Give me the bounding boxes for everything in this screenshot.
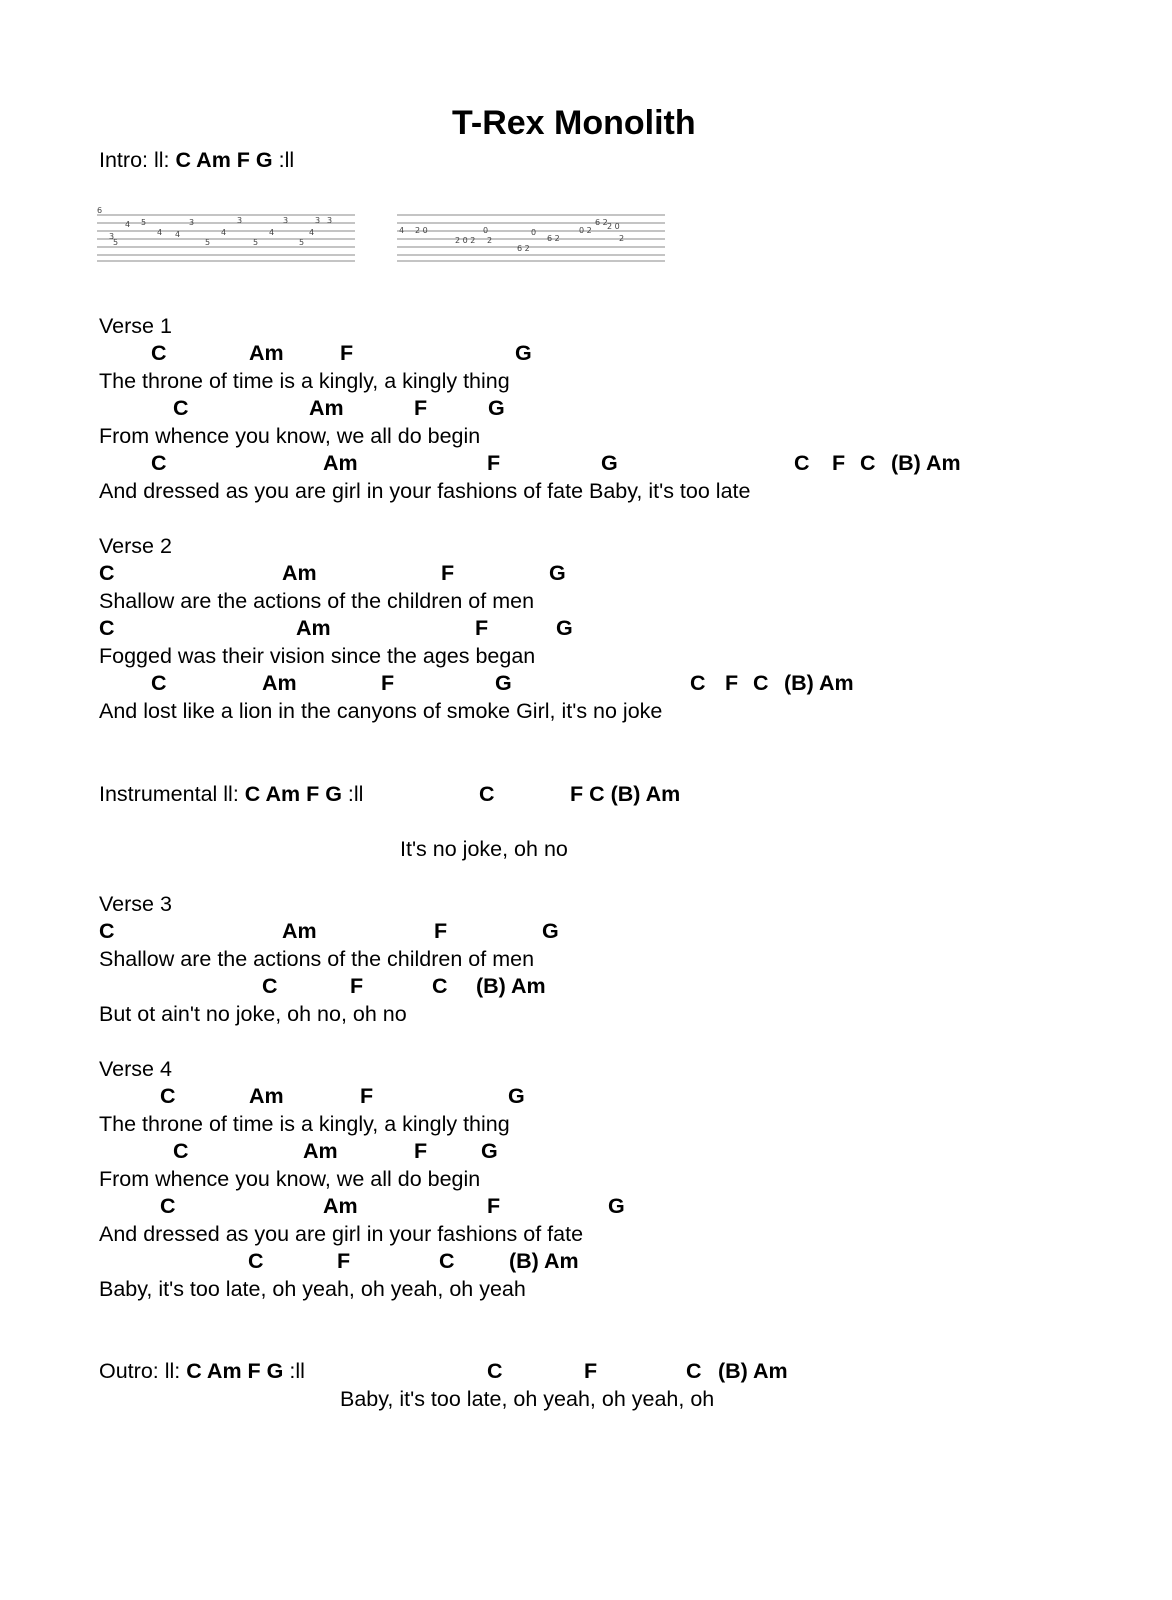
chord: C xyxy=(439,1249,455,1273)
chord: C xyxy=(686,1359,702,1383)
lyric-line: But ot ain't no joke, oh no, oh no xyxy=(99,1002,407,1026)
song-title: T-Rex Monolith xyxy=(452,104,696,142)
outro-label: Outro: xyxy=(99,1359,165,1383)
repeat-open: ll: xyxy=(164,1359,187,1383)
chord: F xyxy=(337,1249,351,1273)
tab-digit: 0 2 xyxy=(579,226,592,235)
chord: C xyxy=(753,671,769,695)
chord: C xyxy=(160,1194,176,1218)
chord: F C xyxy=(570,782,611,806)
intro-chords: C Am F G xyxy=(175,148,273,172)
tab-digit: 4 xyxy=(125,220,131,229)
chord: C xyxy=(860,451,876,475)
chord: Am xyxy=(262,671,297,695)
chord: C xyxy=(487,1359,503,1383)
chord: G xyxy=(556,616,573,640)
tab-staff-left xyxy=(97,205,357,267)
chord: G xyxy=(515,341,532,365)
lyric-line: From whence you know, we all do begin xyxy=(99,1167,481,1191)
tab-digit: 4 xyxy=(269,228,275,237)
repeat-close: :ll xyxy=(341,782,364,806)
instrumental-label: Instrumental xyxy=(99,782,224,806)
chord: (B) Am xyxy=(610,782,681,806)
chord: C xyxy=(432,974,448,998)
tab-digit: 5 xyxy=(205,238,211,247)
tab-digit: 0 xyxy=(531,228,537,237)
chord-group xyxy=(570,784,680,806)
tab-staff-right xyxy=(397,205,667,267)
verse-2-label: Verse 2 xyxy=(99,534,172,558)
tab-digit: 4 xyxy=(221,228,227,237)
chord: F xyxy=(414,1139,428,1163)
chord: F xyxy=(434,919,448,943)
tab-digit: 4 xyxy=(399,226,405,235)
chord: Am xyxy=(282,919,317,943)
chord: G xyxy=(508,1084,525,1108)
tab-digit: 3 xyxy=(283,216,289,225)
lyric-line: Fogged was their vision since the ages began xyxy=(99,644,536,668)
chord: F xyxy=(725,671,739,695)
verse-3-label: Verse 3 xyxy=(99,892,172,916)
chord: Am xyxy=(309,396,344,420)
chord: C xyxy=(173,396,189,420)
verse-4-label: Verse 4 xyxy=(99,1057,172,1081)
chord: G xyxy=(488,396,505,420)
tab-digit: 5 xyxy=(253,238,259,247)
tab-digit: 2 xyxy=(619,234,625,243)
tab-digit: 4 xyxy=(309,228,315,237)
chord: G xyxy=(481,1139,498,1163)
tab-digit: 2 xyxy=(487,236,493,245)
tab-digit: 3 xyxy=(109,232,115,241)
lyric-line: From whence you know, we all do begin xyxy=(99,424,481,448)
intro-label: Intro: xyxy=(99,148,154,172)
lyric-line: The throne of time is a kingly, a kingly thing xyxy=(99,1112,510,1136)
chord: F xyxy=(487,451,501,475)
lyric-line: The throne of time is a kingly, a kingly thing xyxy=(99,369,510,393)
tab-digit: 3 xyxy=(189,218,195,227)
chord: (B) Am xyxy=(891,451,961,475)
chord: Am xyxy=(323,451,358,475)
chord: (B) Am xyxy=(784,671,854,695)
chord: C xyxy=(479,782,495,806)
chord: F xyxy=(584,1359,598,1383)
instrumental-line xyxy=(99,784,363,806)
chord: F xyxy=(475,616,489,640)
chord: Am xyxy=(249,341,284,365)
verse-1-label: Verse 1 xyxy=(99,314,172,338)
repeat-open: ll: xyxy=(223,782,245,806)
chord: Am xyxy=(303,1139,338,1163)
tab-digit: 2 0 xyxy=(607,222,620,231)
lyric-line: And lost like a lion in the canyons of smoke Girl, it's no joke xyxy=(99,699,663,723)
lyric-line: Baby, it's too late, oh yeah, oh yeah, oh yeah xyxy=(99,1277,526,1301)
chord: C xyxy=(262,974,278,998)
chord: F xyxy=(441,561,455,585)
tab-digit: 3 xyxy=(315,216,321,225)
outro-chords: C Am F G xyxy=(186,1359,284,1383)
chord: Am xyxy=(296,616,331,640)
chord: F xyxy=(360,1084,374,1108)
chord: C xyxy=(99,616,115,640)
lyric-line: Baby, it's too late, oh yeah, oh yeah, oh xyxy=(340,1387,715,1411)
tab-digit: 4 xyxy=(157,228,163,237)
chord: C xyxy=(173,1139,189,1163)
tab-digit: 3 xyxy=(237,216,243,225)
chord: G xyxy=(542,919,559,943)
chord: C xyxy=(160,1084,176,1108)
tab-digit: 5 xyxy=(141,218,147,227)
repeat-close: :ll xyxy=(283,1359,305,1383)
tab-digit: 3 xyxy=(327,216,333,225)
chord: F xyxy=(340,341,354,365)
lyric-line: Shallow are the actions of the children of men xyxy=(99,589,535,613)
tab-digit: 6 2 xyxy=(595,218,608,227)
chord: C xyxy=(99,561,115,585)
chord: C xyxy=(99,919,115,943)
chord: F xyxy=(381,671,395,695)
lyric-line: Shallow are the actions of the children of men xyxy=(99,947,535,971)
chord: Am xyxy=(323,1194,358,1218)
instrumental-chords: C Am F G xyxy=(244,782,342,806)
chord: F xyxy=(414,396,428,420)
chord: G xyxy=(549,561,566,585)
tab-digit: 5 xyxy=(113,238,119,247)
chord: G xyxy=(601,451,618,475)
chord: (B) Am xyxy=(476,974,546,998)
tab-digit: 6 2 xyxy=(547,234,560,243)
tablature-right xyxy=(397,205,667,267)
tab-digit: 2 0 2 xyxy=(455,236,476,245)
chord: G xyxy=(495,671,512,695)
chord: (B) Am xyxy=(718,1359,788,1383)
chord: C xyxy=(151,671,167,695)
chord: F xyxy=(350,974,364,998)
chord: C xyxy=(151,341,167,365)
chord: Am xyxy=(249,1084,284,1108)
tablature-left xyxy=(97,205,357,267)
tab-digit: 6 xyxy=(97,206,103,215)
chord: C xyxy=(794,451,810,475)
intro-line xyxy=(99,150,294,172)
tab-digit: 5 xyxy=(299,238,305,247)
chord: C xyxy=(690,671,706,695)
chord: (B) Am xyxy=(509,1249,579,1273)
lyric-line: And dressed as you are girl in your fashions of fate xyxy=(99,1222,584,1246)
tab-digit: 6 2 xyxy=(517,244,530,253)
repeat-close: :ll xyxy=(272,148,295,172)
lyric-line: And dressed as you are girl in your fashions of fate Baby, it's too late xyxy=(99,479,751,503)
lyric-line: It's no joke, oh no xyxy=(400,837,568,861)
chord: G xyxy=(608,1194,625,1218)
chord: Am xyxy=(282,561,317,585)
chord: C xyxy=(248,1249,264,1273)
tab-digit: 4 xyxy=(175,230,181,239)
repeat-open: ll: xyxy=(153,148,176,172)
chord: F xyxy=(487,1194,501,1218)
outro-line xyxy=(99,1361,305,1383)
chord: F xyxy=(832,451,846,475)
tab-digit: 2 0 xyxy=(415,226,428,235)
tab-digit: 0 xyxy=(483,226,489,235)
chord: C xyxy=(151,451,167,475)
